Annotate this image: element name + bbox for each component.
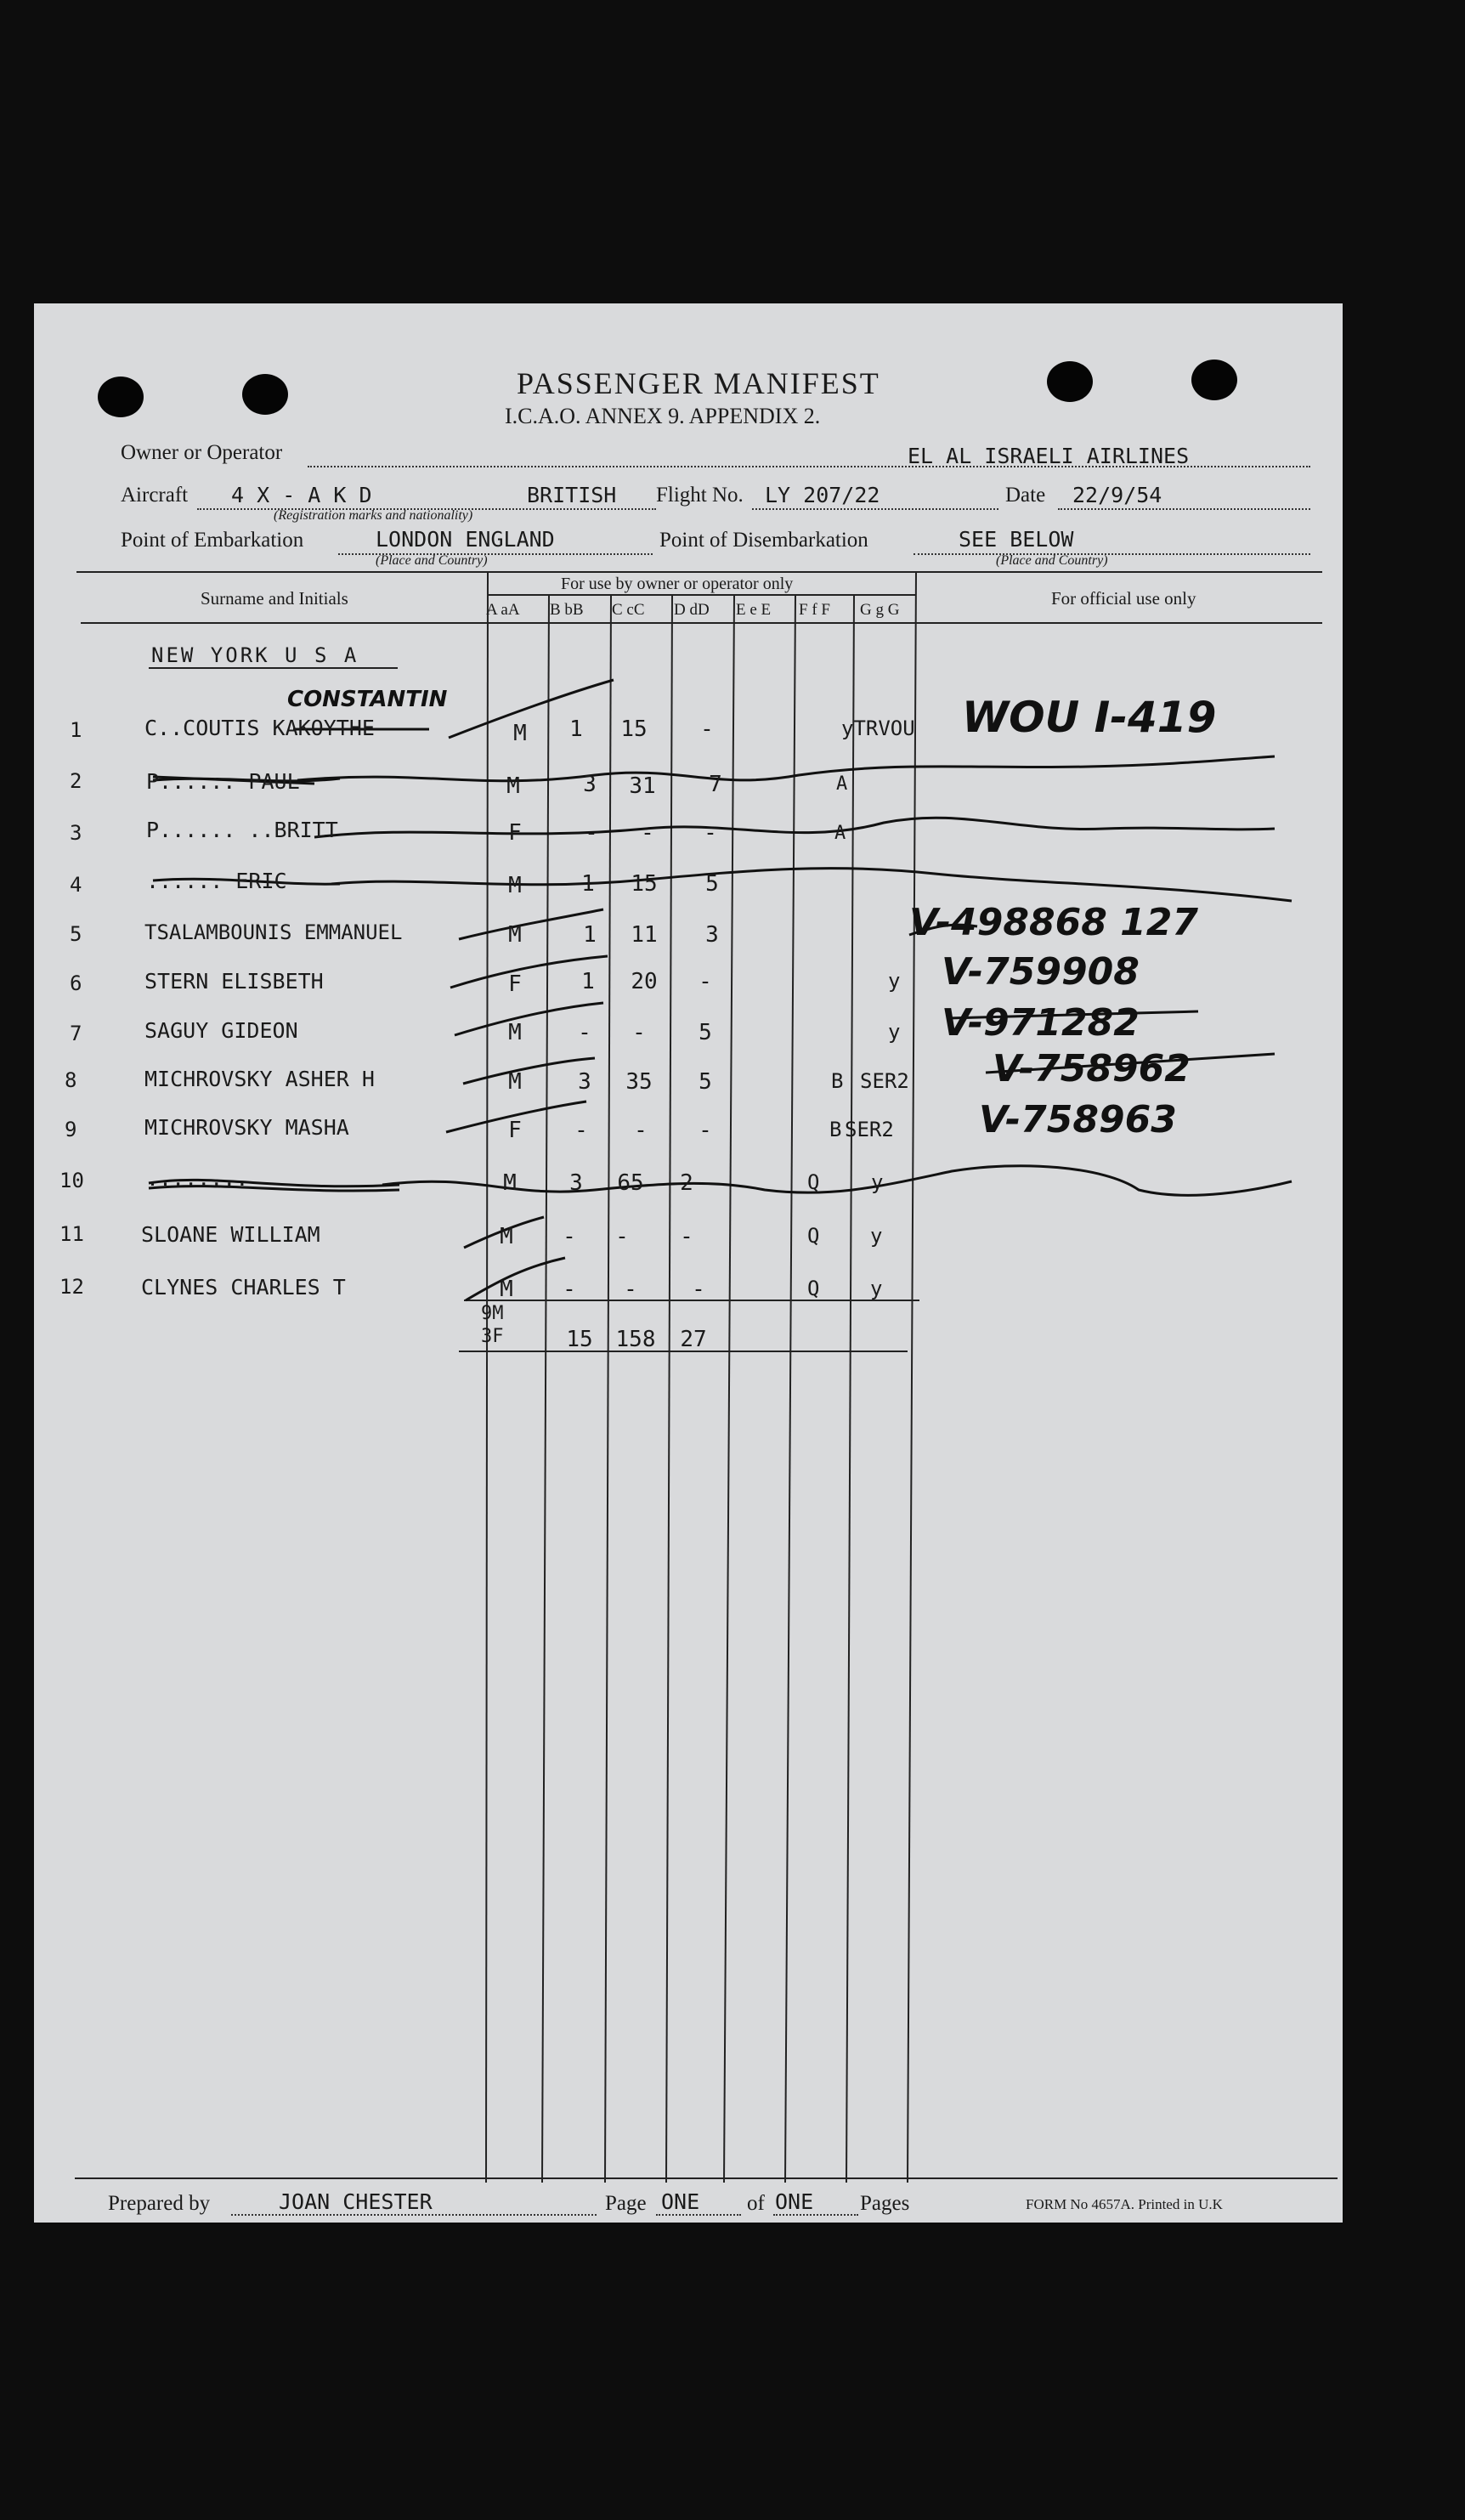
cell-b: - bbox=[578, 1020, 591, 1045]
surname-header: Surname and Initials bbox=[201, 588, 348, 609]
cell-c: - bbox=[641, 820, 654, 846]
total-c: 158 bbox=[615, 1327, 656, 1352]
passenger-name: TSALAMBOUNIS EMMANUEL bbox=[144, 920, 403, 944]
col-header-c: C cC bbox=[612, 601, 645, 619]
cell-a: M bbox=[508, 922, 522, 948]
owner-use-header: For use by owner or operator only bbox=[561, 575, 794, 593]
cell-g: y bbox=[870, 1224, 883, 1248]
col-header-b: B bB bbox=[550, 601, 584, 619]
cell-b: 3 bbox=[569, 1170, 583, 1196]
cell-d: 3 bbox=[705, 922, 719, 948]
date-label: Date bbox=[1005, 484, 1046, 507]
cell-a: M bbox=[506, 773, 520, 799]
cell-g: y bbox=[888, 969, 901, 993]
disembarkation-sublabel: (Place and Country) bbox=[996, 553, 1108, 568]
of-dotline bbox=[773, 2214, 858, 2216]
cell-a: M bbox=[500, 1224, 513, 1249]
total-d: 27 bbox=[680, 1327, 707, 1352]
cell-a: M bbox=[508, 873, 522, 898]
embarkation-sublabel: (Place and Country) bbox=[376, 553, 488, 568]
embarkation-label: Point of Embarkation bbox=[121, 529, 304, 552]
of-label: of bbox=[747, 2192, 765, 2215]
col-header-g: G g G bbox=[860, 601, 900, 619]
handwritten-name: CONSTANTIN bbox=[287, 687, 448, 712]
cell-c: - bbox=[624, 1277, 637, 1302]
passenger-name: CLYNES CHARLES T bbox=[141, 1275, 346, 1300]
cell-a: M bbox=[500, 1277, 513, 1302]
col-header-a: A aA bbox=[486, 601, 520, 619]
cell-g: y bbox=[870, 1277, 883, 1300]
passenger-name: ...... ERIC bbox=[146, 869, 287, 893]
official-entry: V-498868 127 bbox=[909, 901, 1198, 944]
date-value: 22/9/54 bbox=[1072, 483, 1162, 507]
cell-a: F bbox=[508, 971, 522, 997]
row-number: 1 bbox=[70, 718, 82, 742]
aircraft-sublabel: (Registration marks and nationality) bbox=[274, 508, 473, 523]
cell-d: 5 bbox=[705, 871, 719, 897]
prepared-by-value: JOAN CHESTER bbox=[279, 2189, 433, 2214]
passenger-name: P...... PAUL bbox=[146, 769, 300, 794]
cell-c: 15 bbox=[631, 871, 658, 897]
cell-c: 20 bbox=[631, 969, 658, 994]
cell-f: Q bbox=[807, 1170, 820, 1194]
page-subtitle: I.C.A.O. ANNEX 9. APPENDIX 2. bbox=[505, 404, 821, 428]
aircraft-label: Aircraft bbox=[121, 484, 189, 507]
row-number: 6 bbox=[70, 971, 82, 995]
official-entry: V-758962 bbox=[993, 1047, 1191, 1090]
cell-b: 3 bbox=[578, 1069, 591, 1095]
row-number: 11 bbox=[59, 1222, 84, 1246]
cell-g: y bbox=[888, 1020, 901, 1044]
cell-g: SER2 bbox=[860, 1069, 909, 1093]
cell-d: - bbox=[704, 820, 717, 846]
cell-f: A bbox=[836, 773, 848, 795]
cell-f: A bbox=[834, 823, 846, 844]
total-male: 9M bbox=[481, 1303, 504, 1324]
passenger-name: SAGUY GIDEON bbox=[144, 1018, 298, 1043]
page-value: ONE bbox=[661, 2189, 700, 2214]
cell-b: 1 bbox=[581, 871, 595, 897]
passenger-name: STERN ELISBETH bbox=[144, 969, 324, 994]
cell-f: Q bbox=[807, 1277, 820, 1300]
cell-c: 35 bbox=[625, 1069, 653, 1095]
cell-c: 65 bbox=[617, 1170, 644, 1196]
form-number: FORM No 4657A. Printed in U.K bbox=[1026, 2196, 1223, 2212]
cell-b: 1 bbox=[581, 969, 595, 994]
row-number: 3 bbox=[70, 821, 82, 845]
col-header-f: F f F bbox=[799, 601, 830, 619]
cell-f: B bbox=[831, 1069, 844, 1093]
cell-c: - bbox=[615, 1224, 629, 1249]
official-use-header: For official use only bbox=[1051, 588, 1196, 609]
cell-f: Q bbox=[807, 1224, 820, 1248]
cell-g: SER2 bbox=[845, 1118, 894, 1141]
row-number: 5 bbox=[70, 922, 82, 946]
row-number: 12 bbox=[59, 1275, 84, 1299]
cell-b: - bbox=[574, 1118, 588, 1143]
row-number: 8 bbox=[65, 1068, 77, 1092]
row-number: 9 bbox=[65, 1118, 77, 1141]
cell-c: - bbox=[634, 1118, 648, 1143]
passenger-name: SLOANE WILLIAM bbox=[141, 1222, 320, 1247]
col-header-e: E e E bbox=[736, 601, 772, 619]
cell-b: - bbox=[563, 1277, 576, 1302]
passenger-name: P...... ..BRITT bbox=[146, 818, 338, 842]
section-label: NEW YORK U S A bbox=[151, 643, 359, 667]
cell-a: M bbox=[503, 1170, 517, 1196]
aircraft-nationality: BRITISH bbox=[527, 483, 617, 507]
page-label: Page bbox=[605, 2192, 647, 2215]
cell-b: - bbox=[563, 1224, 576, 1249]
page-title: PASSENGER MANIFEST bbox=[517, 366, 880, 400]
row-number: 2 bbox=[70, 769, 82, 793]
cell-d: - bbox=[700, 716, 714, 742]
cell-d: 5 bbox=[699, 1069, 712, 1095]
cell-c: 11 bbox=[631, 922, 658, 948]
official-entry: WOU I-419 bbox=[962, 693, 1217, 742]
official-entry: V-759908 bbox=[942, 950, 1140, 994]
passenger-name: C..COUTIS KAKOYTHE bbox=[144, 716, 375, 740]
cell-b: 1 bbox=[569, 716, 583, 742]
pages-label: Pages bbox=[860, 2192, 910, 2215]
prepared-dotline bbox=[231, 2214, 597, 2216]
cell-a: M bbox=[508, 1020, 522, 1045]
official-entry: V-758963 bbox=[979, 1098, 1177, 1141]
cell-d: - bbox=[699, 1118, 712, 1143]
flight-label: Flight No. bbox=[656, 484, 744, 507]
col-header-d: D dD bbox=[674, 601, 710, 619]
flight-value: LY 207/22 bbox=[765, 483, 880, 507]
cell-c: 15 bbox=[620, 716, 648, 742]
total-female: 3F bbox=[481, 1326, 504, 1347]
prepared-by-label: Prepared by bbox=[108, 2192, 211, 2215]
embarkation-value: LONDON ENGLAND bbox=[376, 527, 555, 552]
cell-f: B bbox=[829, 1118, 842, 1141]
aircraft-value: 4 X - A K D bbox=[231, 483, 372, 507]
row-number: 10 bbox=[59, 1169, 84, 1192]
cell-d: 2 bbox=[680, 1170, 693, 1196]
disembarkation-label: Point of Disembarkation bbox=[659, 529, 868, 552]
cell-a: F bbox=[508, 1118, 522, 1143]
cell-a: F bbox=[508, 820, 522, 846]
official-entry: V-971282 bbox=[942, 1001, 1140, 1045]
owner-value: EL AL ISRAELI AIRLINES bbox=[908, 444, 1190, 468]
passenger-name: MICHROVSKY MASHA bbox=[144, 1115, 349, 1140]
page-dotline bbox=[656, 2214, 741, 2216]
disembarkation-value: SEE BELOW bbox=[959, 527, 1074, 552]
total-b: 15 bbox=[566, 1327, 593, 1352]
passenger-name: MICHROVSKY ASHER H bbox=[144, 1067, 375, 1091]
cell-d: 5 bbox=[699, 1020, 712, 1045]
of-value: ONE bbox=[775, 2189, 814, 2214]
passenger-name: ........ bbox=[146, 1166, 249, 1191]
cell-d: 7 bbox=[709, 772, 722, 797]
cell-b: 3 bbox=[583, 772, 597, 797]
cell-a: M bbox=[513, 721, 527, 746]
cell-g: y bbox=[871, 1170, 884, 1194]
cell-c: 31 bbox=[629, 773, 656, 799]
cell-b: - bbox=[585, 820, 598, 846]
cell-d: - bbox=[692, 1277, 705, 1302]
cell-b: 1 bbox=[583, 922, 597, 948]
cell-d: - bbox=[680, 1224, 693, 1249]
cell-a: M bbox=[508, 1069, 522, 1095]
owner-label: Owner or Operator bbox=[121, 441, 283, 464]
cell-c: - bbox=[632, 1020, 646, 1045]
row-number: 4 bbox=[70, 873, 82, 897]
cell-d: - bbox=[699, 969, 712, 994]
cell-g: yTRVOU bbox=[841, 716, 915, 740]
row-number: 7 bbox=[70, 1022, 82, 1045]
